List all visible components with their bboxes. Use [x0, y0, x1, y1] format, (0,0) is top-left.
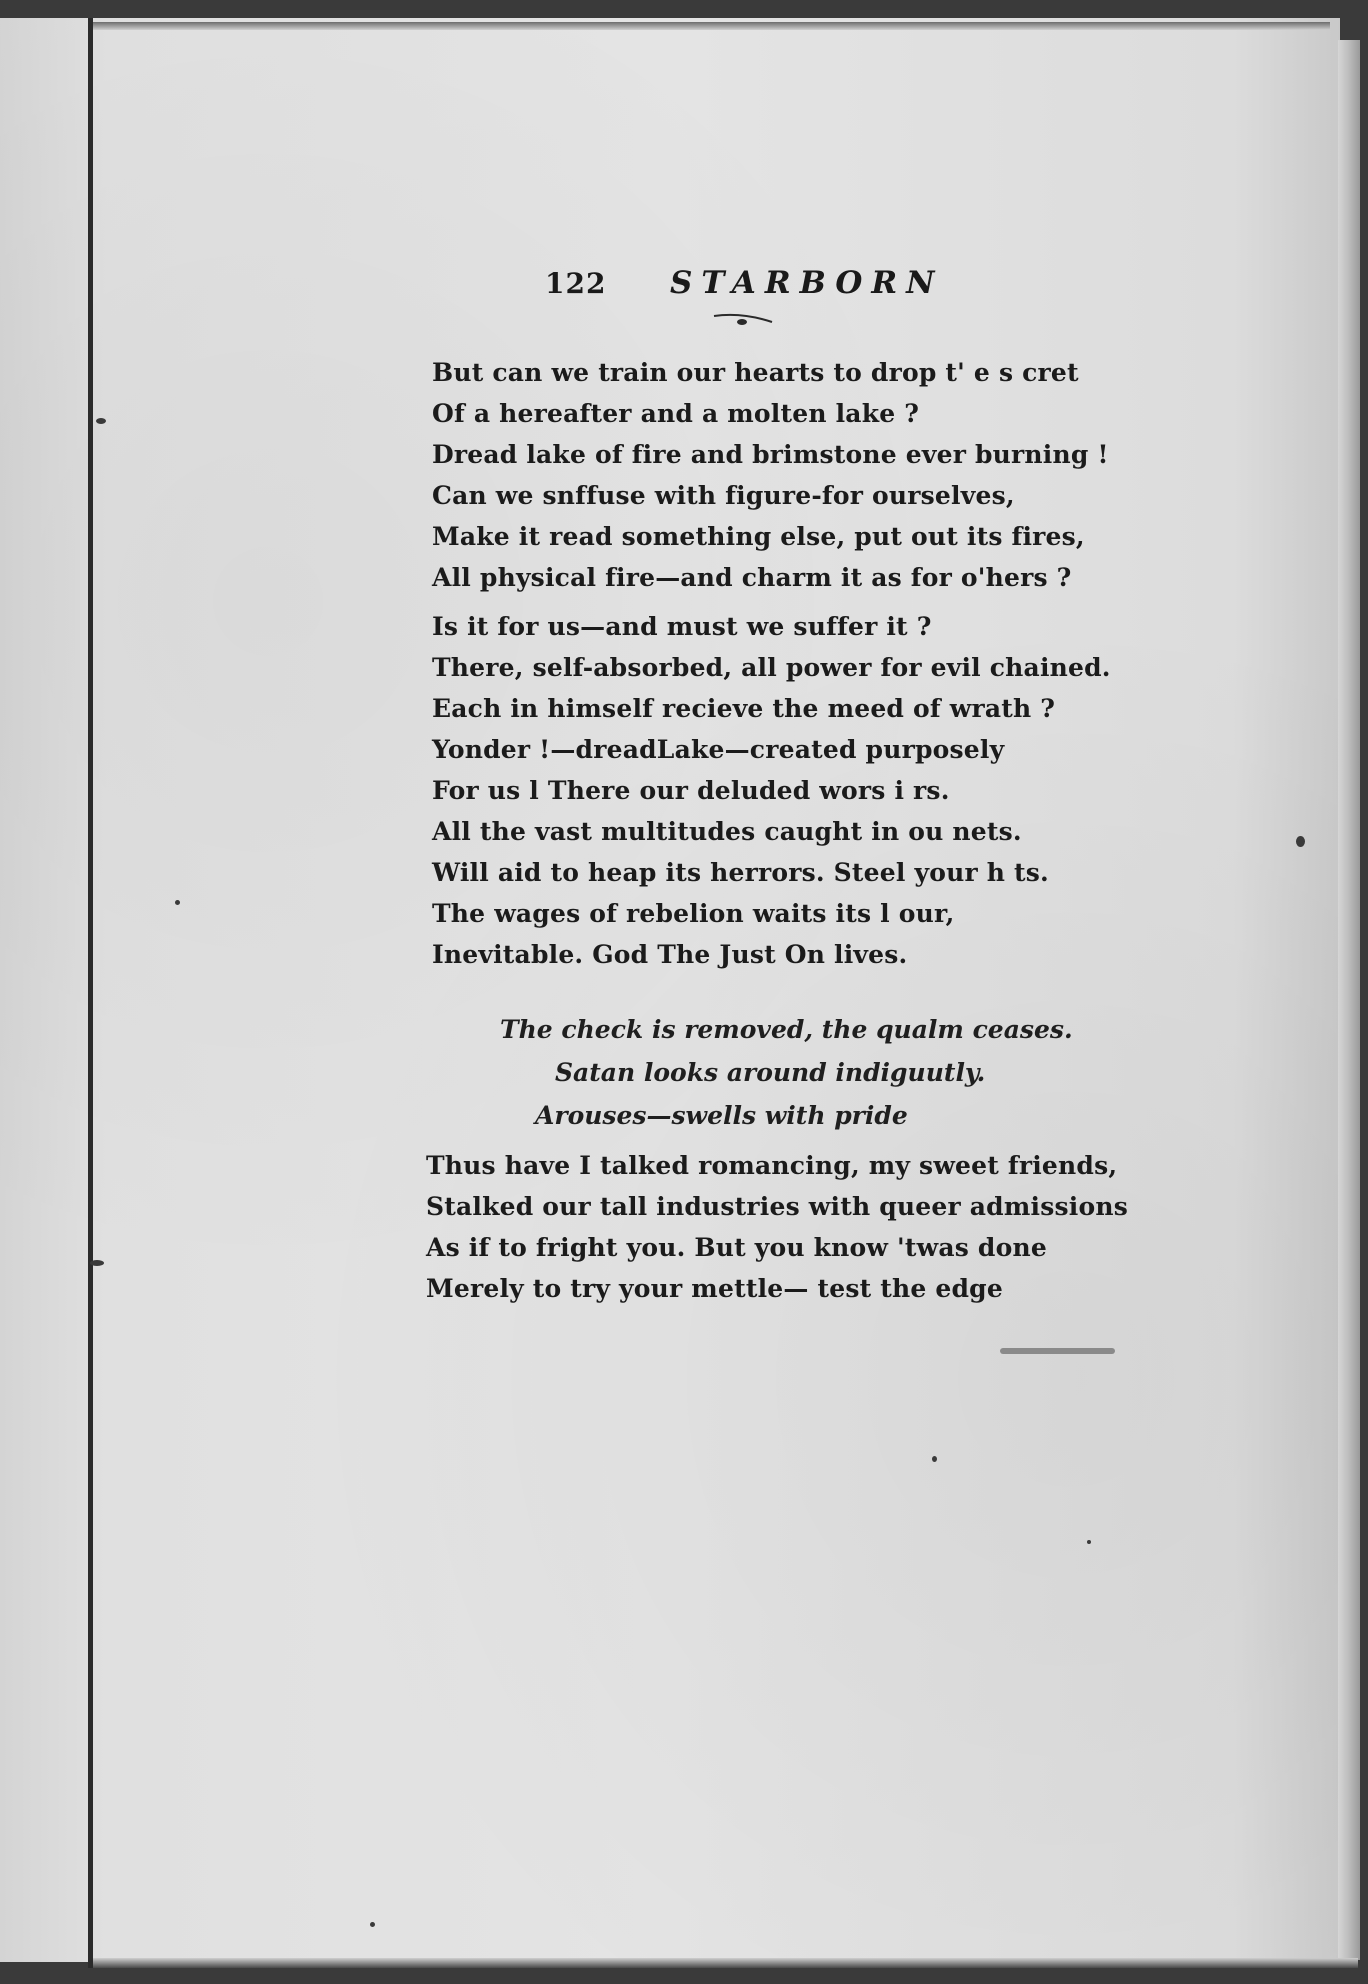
stanza-3 [426, 1145, 1128, 1309]
verse-line: For us l There our deluded wors i rs. [432, 776, 950, 805]
margin-mark [90, 1260, 104, 1266]
verse-line: Merely to try your mettle— test the edge [426, 1274, 1003, 1303]
page-header [545, 265, 944, 301]
verse-line: There, self-absorbed, all power for evil chained. [432, 653, 1111, 682]
verse-line: All the vast multitudes caught in ou nets. [432, 817, 1022, 846]
page-bottom-edge [88, 1958, 1358, 1968]
ink-spot [932, 1456, 937, 1462]
binding-gutter-line [88, 18, 93, 1968]
print-smudge [1000, 1348, 1115, 1354]
verse-line: Dread lake of fire and brimstone ever burning ! [432, 440, 1109, 469]
verse-line: Make it read something else, put out its fires, [432, 522, 1085, 551]
verse-line: Thus have I talked romancing, my sweet friends, [426, 1151, 1118, 1180]
verse-line: The wages of rebelion waits its l our, [432, 899, 955, 928]
stage-direction-line: Arouses—swells with pride [535, 1101, 908, 1130]
stanza-2 [432, 606, 1111, 975]
verse-line: As if to fright you. But you know 'twas done [426, 1233, 1047, 1262]
verse-line: But can we train our hearts to drop t' e s cret [432, 358, 1079, 387]
verse-line: Yonder !—dreadLake—created purposely [432, 735, 1005, 764]
ink-spot [370, 1922, 375, 1927]
ink-spot [1296, 836, 1305, 847]
page-right-edge [1338, 40, 1360, 1960]
page-number: 122 [545, 267, 607, 300]
ink-spot [175, 900, 180, 905]
stage-direction-line: Satan looks around indiguutly. [555, 1058, 986, 1087]
verse-line: Inevitable. God The Just On lives. [432, 940, 908, 969]
page-top-edge [90, 22, 1330, 30]
stanza-1 [432, 352, 1109, 598]
verse-line: All physical fire—and charm it as for o'hers ? [432, 563, 1072, 592]
ink-spot [1087, 1540, 1091, 1544]
verse-line: Each in himself recieve the meed of wrath ? [432, 694, 1056, 723]
header-ornament [712, 310, 774, 330]
book-page [0, 18, 1340, 1962]
verse-line: Can we snffuse with figure-for ourselves, [432, 481, 1015, 510]
stage-direction-line: The check is removed, the qualm ceases. [500, 1015, 1073, 1044]
margin-mark [96, 418, 106, 424]
running-head-title: STARBORN [670, 265, 944, 301]
verse-line: Will aid to heap its herrors. Steel your h ts. [432, 858, 1049, 887]
stage-direction [500, 1008, 1073, 1137]
verse-line: Is it for us—and must we suffer it ? [432, 612, 932, 641]
verse-line: Stalked our tall industries with queer admissions [426, 1192, 1128, 1221]
verse-line: Of a hereafter and a molten lake ? [432, 399, 920, 428]
